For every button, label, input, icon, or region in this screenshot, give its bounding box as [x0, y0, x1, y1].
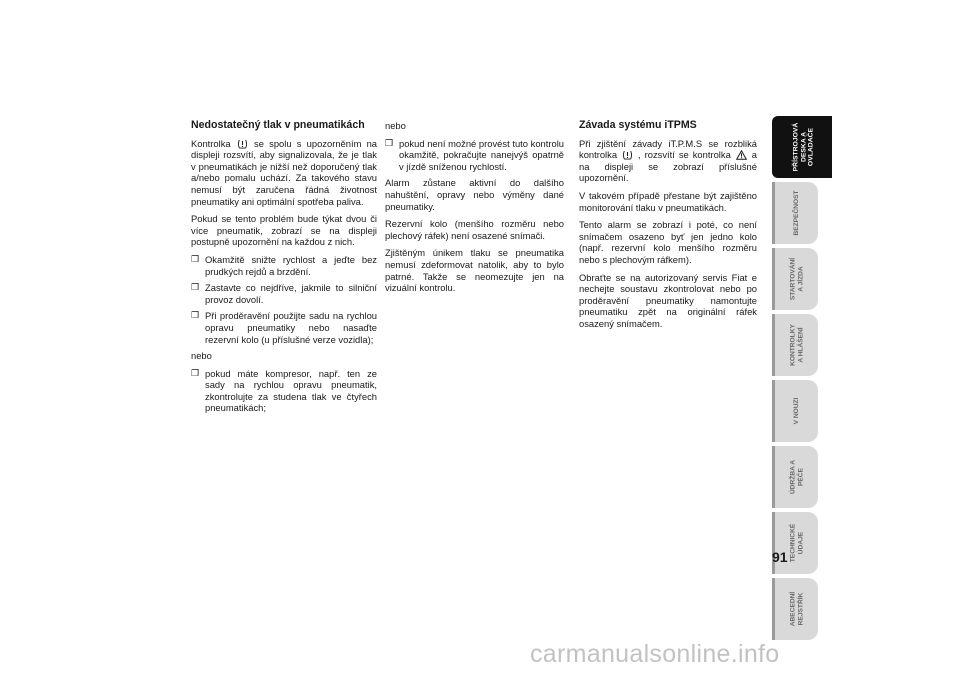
- column-middle: [385, 120, 564, 300]
- tab-label: TECHNICKÉ ÚDAJE: [788, 523, 804, 563]
- tire-pressure-icon: [622, 150, 633, 160]
- list-item: [385, 138, 564, 173]
- paragraph: Pokud se tento problém bude týkat dvou či více pneumatik, zobrazí se na displeji postupně upozornění na každou z nich.: [191, 213, 377, 248]
- list-item: [191, 368, 377, 414]
- text-run: se spolu s upozorněním na displeji rozsvítí, aby signalizovala, že je tlak v pneumatikách je nižší než doporučený tlak a/nebo pomalu uchází. Za takového stavu nemusí být zaručena řádná životnost pneumatiky ani optimální spotřeba paliva.: [191, 137, 378, 207]
- tab-abecedni-rejstrik[interactable]: [772, 578, 818, 640]
- tab-label: ABECEDNÍ REJSTŘÍK: [788, 591, 804, 627]
- list-item-text: Při proděravění použijte sadu na rychlou opravu pneumatiky nebo nasaďte rezervní kolo (u příslušné verze vozidla);: [205, 310, 377, 345]
- list-item: [191, 254, 377, 277]
- page-number: 91: [772, 549, 788, 565]
- connector-text: nebo: [385, 120, 406, 131]
- tab-label: PŘÍSTROJOVÁ DESKA A OVLADAČE: [792, 122, 815, 172]
- paragraph: Rezervní kolo (menšího rozměru nebo plechový ráfek) není osazené snímači.: [385, 218, 564, 241]
- bullet-icon: ❒: [191, 282, 200, 293]
- connector-text: nebo: [191, 350, 212, 362]
- list-item-text: pokud máte kompresor, např. ten ze sady na rychlou opravu pneumatik, zkontrolujte za studena tlak ve čtyřech pneumatikách;: [205, 367, 377, 414]
- tab-v-nouzi[interactable]: [772, 380, 818, 442]
- paragraph: [191, 138, 377, 208]
- tab-bezpecnost[interactable]: [772, 182, 818, 244]
- paragraph: Zjištěným únikem tlaku se pneumatika nemusí zdeformovat natolik, aby to bylo patrné. Takže se neomezujte jen na vizuální kontrolu.: [385, 247, 564, 294]
- list-item-text: Okamžitě snižte rychlost a jeďte bez prudkých rejdů a brzdění.: [205, 253, 377, 277]
- tab-startovani[interactable]: [772, 248, 818, 310]
- paragraph: V takovém případě přestane být zajištěno monitorování tlaku v pneumatikách.: [579, 189, 757, 213]
- list-item-text: Zastavte co nejdříve, jakmile to silniční provoz dovolí.: [205, 282, 377, 305]
- bullet-icon: ❒: [191, 367, 200, 378]
- text-run: Při zjištění závady iT.P.M.S se rozbliká kontrolka: [579, 137, 757, 161]
- tab-label: ÚDRŽBA A PÉČE: [788, 460, 804, 494]
- tab-label: KONTROLKY A HLÁŠENÍ: [788, 324, 804, 366]
- warning-triangle-icon: [736, 150, 747, 160]
- tab-label: V NOUZI: [792, 397, 800, 425]
- tire-pressure-icon: [237, 139, 248, 149]
- paragraph: Obraťte se na autorizovaný servis Fiat e nechejte soustavu zkontrolovat nebo po proděravění pneumatiky namontujte pneumatiku zpět na originální ráfek osazený snímačem.: [579, 271, 757, 329]
- paragraph: Tento alarm se zobrazí i poté, co není snímačem osazeno byť jen jedno kolo (např. rezervní kolo menšího rozměru nebo s plechovým ráfkem).: [579, 219, 757, 265]
- column-right: [579, 120, 757, 336]
- section-heading: Nedostatečný tlak v pneumatikách: [191, 119, 365, 131]
- tab-kontrolky[interactable]: [772, 314, 818, 376]
- tab-udrzba[interactable]: [772, 446, 818, 508]
- list-item: [191, 310, 377, 345]
- list-item: [191, 282, 377, 305]
- tab-label: BEZPEČNOST: [792, 190, 800, 236]
- bullet-icon: ❒: [191, 253, 200, 264]
- tab-label: STARTOVÁNÍ A JÍZDA: [788, 257, 804, 301]
- section-heading: Závada systému iTPMS: [579, 119, 697, 131]
- paragraph: Alarm zůstane aktivní do dalšího nahuštění, opravy nebo výměny dané pneumatiky.: [385, 177, 564, 212]
- text-run: a na displeji se zobrazí příslušné upozornění.: [579, 149, 758, 184]
- column-left: [191, 120, 377, 419]
- tab-pristrojova-deska[interactable]: [772, 116, 832, 178]
- text-run: , rozsvítí se kontrolka: [638, 149, 731, 161]
- bullet-icon: ❒: [191, 310, 200, 321]
- bullet-icon: ❒: [385, 137, 394, 148]
- list-item-text: pokud není možné provést tuto kontrolu okamžitě, pokračujte nanejvýš opatrně v jízdě sníženou rychlostí.: [399, 137, 564, 172]
- paragraph: [579, 138, 757, 184]
- text-run: Kontrolka: [191, 137, 231, 149]
- watermark: carmanualsonline.info: [530, 640, 780, 668]
